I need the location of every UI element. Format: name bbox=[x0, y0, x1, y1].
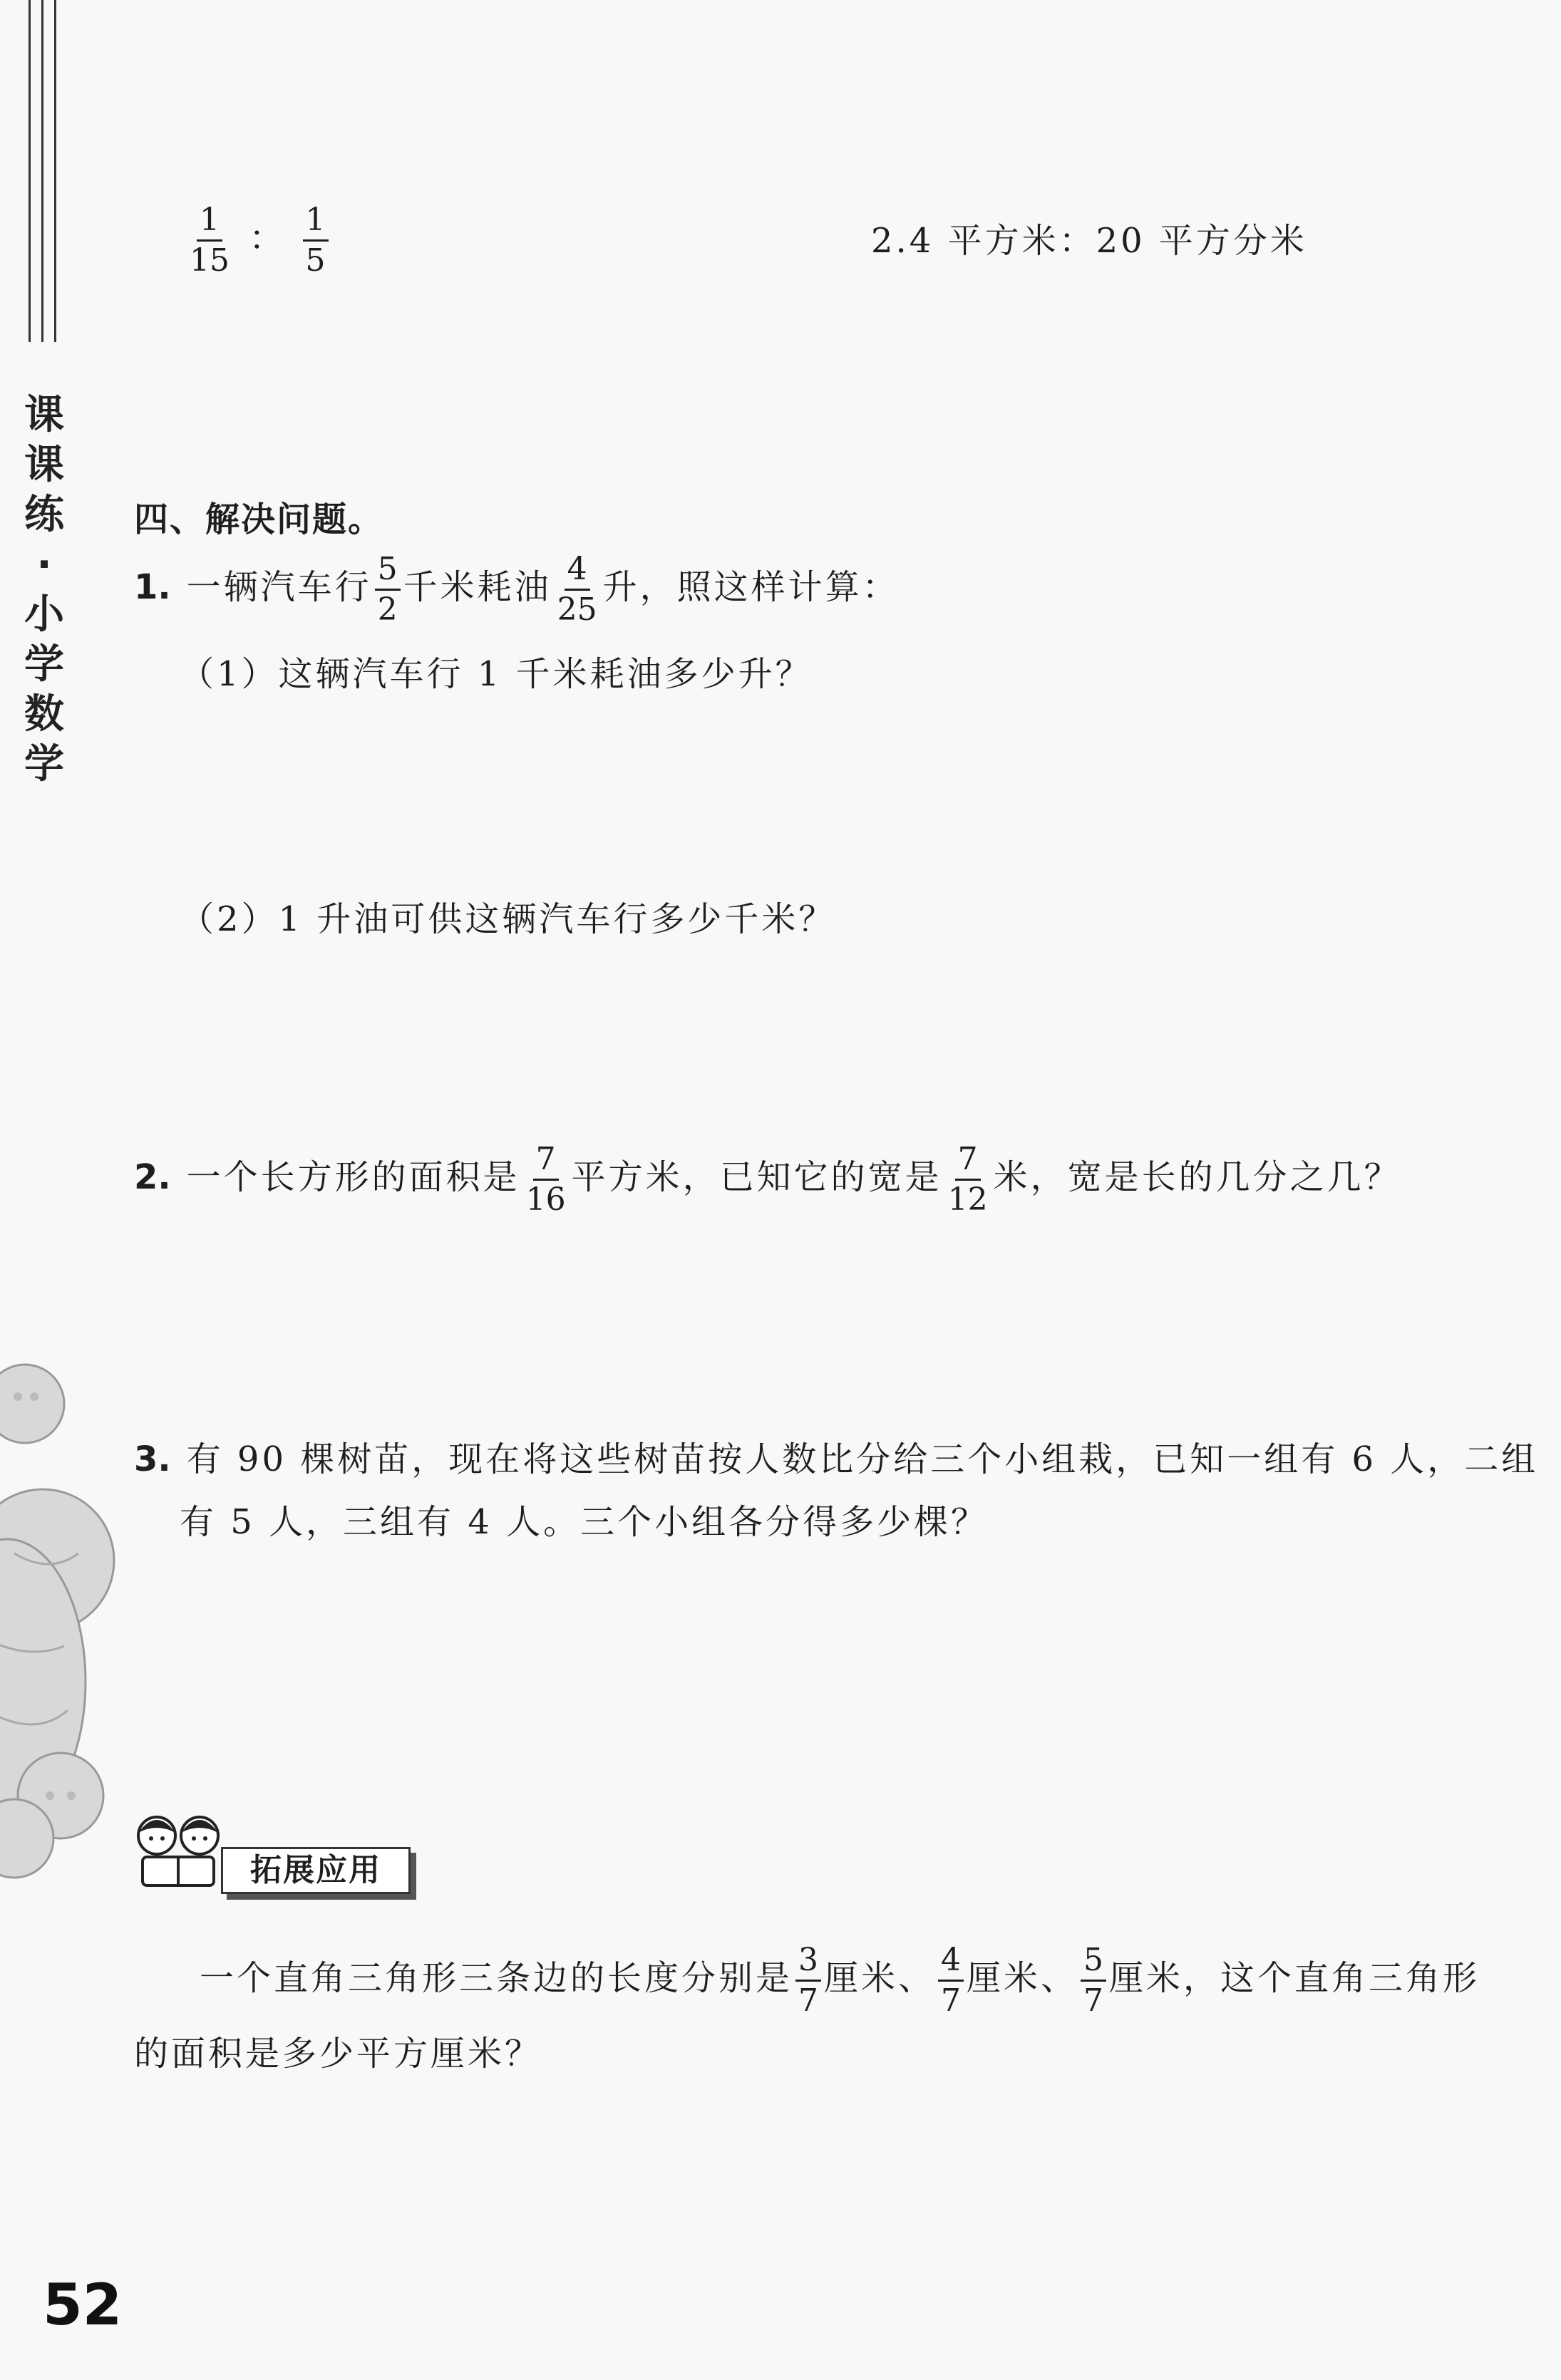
question-text: 一个长方形的面积是 bbox=[186, 1157, 520, 1198]
question-2 bbox=[134, 1141, 1401, 1219]
question-text: 米，宽是长的几分之几？ bbox=[993, 1157, 1401, 1198]
fraction bbox=[555, 553, 600, 626]
fraction-denominator: 25 bbox=[557, 591, 597, 628]
question-1-part-1: （1）这辆汽车行 1 千米耗油多少升？ bbox=[180, 654, 813, 694]
extension-badge: 拓展应用 bbox=[221, 1847, 411, 1894]
extension-problem bbox=[200, 1944, 1480, 2017]
fraction-numerator: 7 bbox=[955, 1143, 981, 1181]
question-1-part-2: （2）1 升油可供这辆汽车行多少千米？ bbox=[180, 899, 836, 939]
globe-children-illustration bbox=[0, 1340, 121, 1924]
series-title-char: 课 bbox=[24, 442, 64, 488]
fraction bbox=[1081, 1944, 1106, 2017]
series-title-char: 课 bbox=[24, 392, 64, 438]
question-number: 3. bbox=[134, 1439, 171, 1479]
question-3 bbox=[134, 1439, 1539, 1479]
question-1 bbox=[134, 553, 900, 626]
question-text: 升，照这样计算： bbox=[602, 567, 900, 608]
question-3-line-2: 有 5 人，三组有 4 人。三个小组各分得多少棵？ bbox=[180, 1502, 989, 1542]
fraction-denominator: 12 bbox=[947, 1181, 988, 1219]
series-title-char: 小 bbox=[24, 591, 64, 638]
problem-text: 厘米、 bbox=[824, 1958, 936, 1999]
series-title-char: 数 bbox=[24, 691, 64, 738]
fraction-numerator: 4 bbox=[938, 1944, 964, 1982]
margin-rule-3 bbox=[54, 0, 56, 342]
margin-rule-2 bbox=[41, 0, 43, 342]
ratio-colon: ： bbox=[249, 218, 287, 259]
fraction-numerator: 5 bbox=[375, 553, 401, 591]
section-heading: 四、解决问题。 bbox=[134, 500, 384, 539]
fraction-denominator: 2 bbox=[377, 591, 398, 628]
extension-problem-line-2: 的面积是多少平方厘米？ bbox=[134, 2034, 542, 2074]
page-number: 52 bbox=[43, 2272, 123, 2338]
fraction-numerator: 7 bbox=[533, 1143, 559, 1181]
problem-text: 厘米，这个直角三角形 bbox=[1109, 1958, 1480, 1999]
fraction-numerator: 5 bbox=[1081, 1944, 1106, 1982]
question-number: 2. bbox=[134, 1157, 171, 1198]
fraction-denominator: 5 bbox=[305, 242, 326, 279]
question-text: 平方米，已知它的宽是 bbox=[571, 1157, 942, 1198]
fraction bbox=[303, 204, 329, 277]
fraction-numerator: 1 bbox=[303, 204, 329, 242]
fraction-numerator: 1 bbox=[197, 204, 222, 242]
problem-text: 厘米、 bbox=[967, 1958, 1078, 1999]
series-title bbox=[23, 390, 66, 790]
question-text: 有 90 棵树苗，现在将这些树苗按人数比分给三个小组栽，已知一组有 6 人，二组 bbox=[186, 1439, 1539, 1479]
fraction-denominator: 7 bbox=[941, 1982, 962, 2019]
series-title-char: 学 bbox=[24, 641, 64, 688]
series-title-char: · bbox=[36, 542, 52, 588]
reading-kids-mascot-icon bbox=[128, 1807, 228, 1893]
fraction bbox=[938, 1944, 964, 2017]
problem-text: 一个直角三角形三条边的长度分别是 bbox=[200, 1958, 793, 1999]
fraction-numerator: 3 bbox=[795, 1944, 821, 1982]
series-title-char: 学 bbox=[24, 741, 64, 787]
fraction-denominator: 15 bbox=[190, 242, 230, 279]
question-text: 千米耗油 bbox=[403, 567, 552, 608]
fraction-denominator: 7 bbox=[798, 1982, 819, 2019]
fraction-numerator: 4 bbox=[565, 553, 590, 591]
ratio-expression-area: 2.4 平方米：20 平方分米 bbox=[871, 221, 1307, 261]
fraction bbox=[795, 1944, 821, 2017]
fraction bbox=[375, 553, 401, 626]
margin-rule-1 bbox=[29, 0, 31, 342]
series-title-char: 练 bbox=[24, 492, 64, 538]
fraction bbox=[945, 1141, 991, 1219]
fraction bbox=[523, 1141, 569, 1219]
ratio-expression-fractions bbox=[184, 204, 331, 277]
question-number: 1. bbox=[134, 567, 171, 608]
fraction bbox=[187, 204, 232, 277]
question-text: 一辆汽车行 bbox=[186, 567, 372, 608]
fraction-denominator: 16 bbox=[525, 1181, 566, 1219]
fraction-denominator: 7 bbox=[1083, 1982, 1104, 2019]
